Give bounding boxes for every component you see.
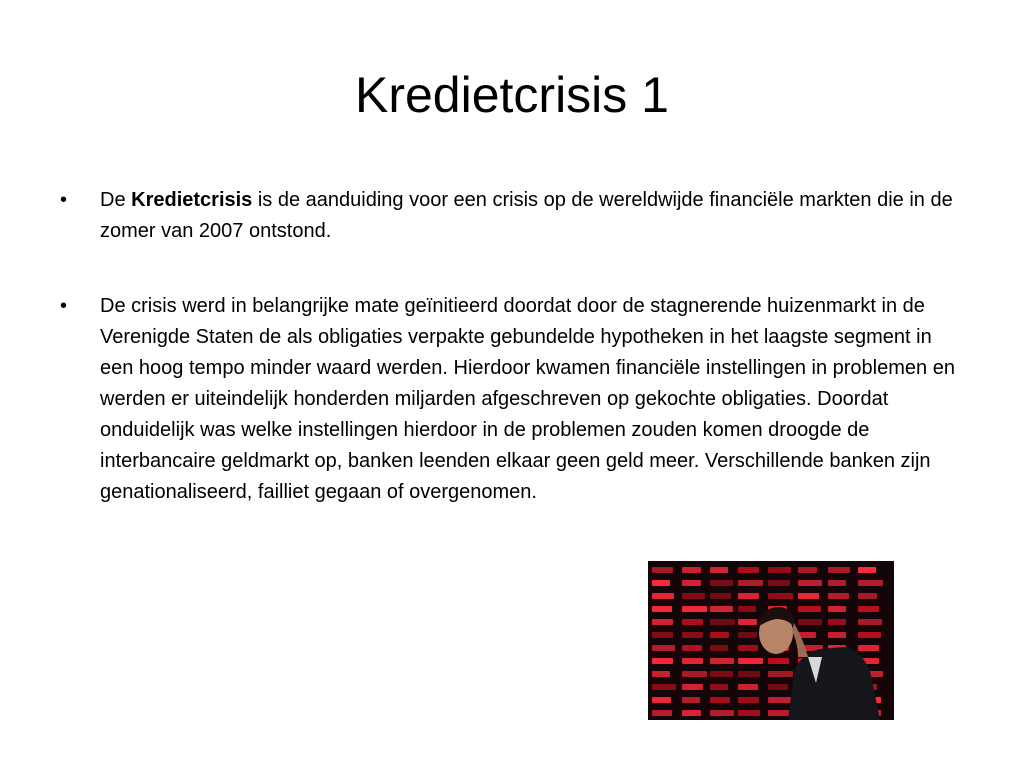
bullet-text-bold: Kredietcrisis: [131, 189, 253, 211]
ticker-cell: [858, 645, 879, 651]
ticker-cell: [652, 697, 671, 703]
ticker-cell: [798, 567, 817, 573]
ticker-cell: [710, 658, 734, 664]
ticker-cell: [738, 697, 759, 703]
ticker-cell: [768, 671, 793, 677]
ticker-cell: [652, 684, 676, 690]
ticker-cell: [768, 593, 793, 599]
ticker-cell: [652, 567, 673, 573]
ticker-cell: [652, 580, 670, 586]
ticker-cell: [682, 658, 703, 664]
ticker-cell: [710, 567, 728, 573]
slide-title: Kredietcrisis 1: [355, 67, 669, 123]
ticker-cell: [738, 710, 760, 716]
ticker-cell: [798, 593, 819, 599]
ticker-cell: [738, 684, 758, 690]
ticker-cell: [682, 580, 701, 586]
ticker-cell: [710, 710, 734, 716]
ticker-cell: [710, 580, 733, 586]
ticker-cell: [858, 606, 879, 612]
ticker-cell: [652, 645, 675, 651]
ticker-cell: [652, 593, 674, 599]
ticker-cell: [682, 567, 701, 573]
ticker-cell: [682, 697, 700, 703]
ticker-cell: [652, 619, 673, 625]
ticker-cell: [798, 580, 822, 586]
ticker-cell: [652, 658, 673, 664]
ticker-cell: [768, 580, 790, 586]
ticker-cell: [682, 684, 703, 690]
ticker-cell: [828, 580, 846, 586]
bullet-marker: •: [60, 295, 68, 317]
ticker-cell: [768, 658, 789, 664]
ticker-cell: [828, 593, 849, 599]
bullet-text-prefix: De: [100, 189, 132, 211]
ticker-cell: [710, 645, 728, 651]
ticker-cell: [738, 671, 760, 677]
ticker-cell: [738, 645, 758, 651]
bullet-list: [58, 185, 958, 508]
ticker-cell: [710, 684, 728, 690]
ticker-cell: [768, 567, 791, 573]
ticker-cell: [768, 697, 793, 703]
ticker-cell: [858, 580, 883, 586]
stock-ticker-photo: [648, 561, 894, 720]
ticker-cell: [710, 671, 733, 677]
ticker-cell: [798, 606, 821, 612]
ticker-cell: [738, 567, 759, 573]
ticker-cell: [652, 671, 670, 677]
ticker-cell: [682, 671, 707, 677]
ticker-cell: [828, 619, 846, 625]
bullet-text: De crisis werd in belangrijke mate geïnitieerd doordat door de stagnerende huizenmarkt in de Verenigde Staten de als obligaties verpakte gebundelde hypotheken in het laagste segment in een hoog tempo minder waard werden. Hierdoor kwamen financiële instellingen in problemen en werden er uiteindelijk honderden miljarden afgeschreven op gekochte obligaties. Doordat onduidelijk was welke instellingen hierdoor in de problemen zouden komen droogde de interbancaire geldmarkt op, banken leenden elkaar geen geld meer. Verschillende banken zijn genationaliseerd, failliet gegaan of overgenomen.: [100, 295, 955, 503]
ticker-cell: [652, 710, 672, 716]
ticker-cell: [682, 645, 702, 651]
ticker-cell: [738, 619, 757, 625]
ticker-cell: [652, 632, 673, 638]
ticker-cell: [798, 619, 822, 625]
ticker-cell: [710, 619, 735, 625]
ticker-cell: [710, 697, 730, 703]
ticker-cell: [652, 606, 672, 612]
ticker-cell: [682, 632, 703, 638]
ticker-cell: [682, 593, 705, 599]
ticker-cell: [858, 567, 876, 573]
ticker-cell: [858, 632, 881, 638]
ticker-cell: [738, 580, 763, 586]
bullet-text: is de aanduiding voor een crisis op de wereldwijde financiële markten die in de zomer van 2007 ontstond.: [100, 189, 953, 242]
ticker-cell: [738, 593, 759, 599]
ticker-cell: [738, 606, 756, 612]
ticker-cell: [682, 606, 707, 612]
stock-board-illustration: [648, 561, 894, 720]
ticker-cell: [858, 593, 877, 599]
ticker-cell: [828, 567, 850, 573]
ticker-cell: [768, 684, 788, 690]
ticker-cell: [682, 619, 703, 625]
ticker-cell: [738, 632, 757, 638]
ticker-cell: [738, 658, 763, 664]
ticker-cell: [682, 710, 701, 716]
bullet-marker: •: [60, 189, 68, 211]
bullet-item: [58, 291, 958, 508]
ticker-cell: [710, 632, 729, 638]
ticker-cell: [710, 606, 733, 612]
ticker-cell: [858, 619, 882, 625]
bullet-item: [58, 185, 958, 247]
ticker-cell: [710, 593, 731, 599]
ticker-cell: [828, 632, 846, 638]
ticker-cell: [828, 606, 846, 612]
